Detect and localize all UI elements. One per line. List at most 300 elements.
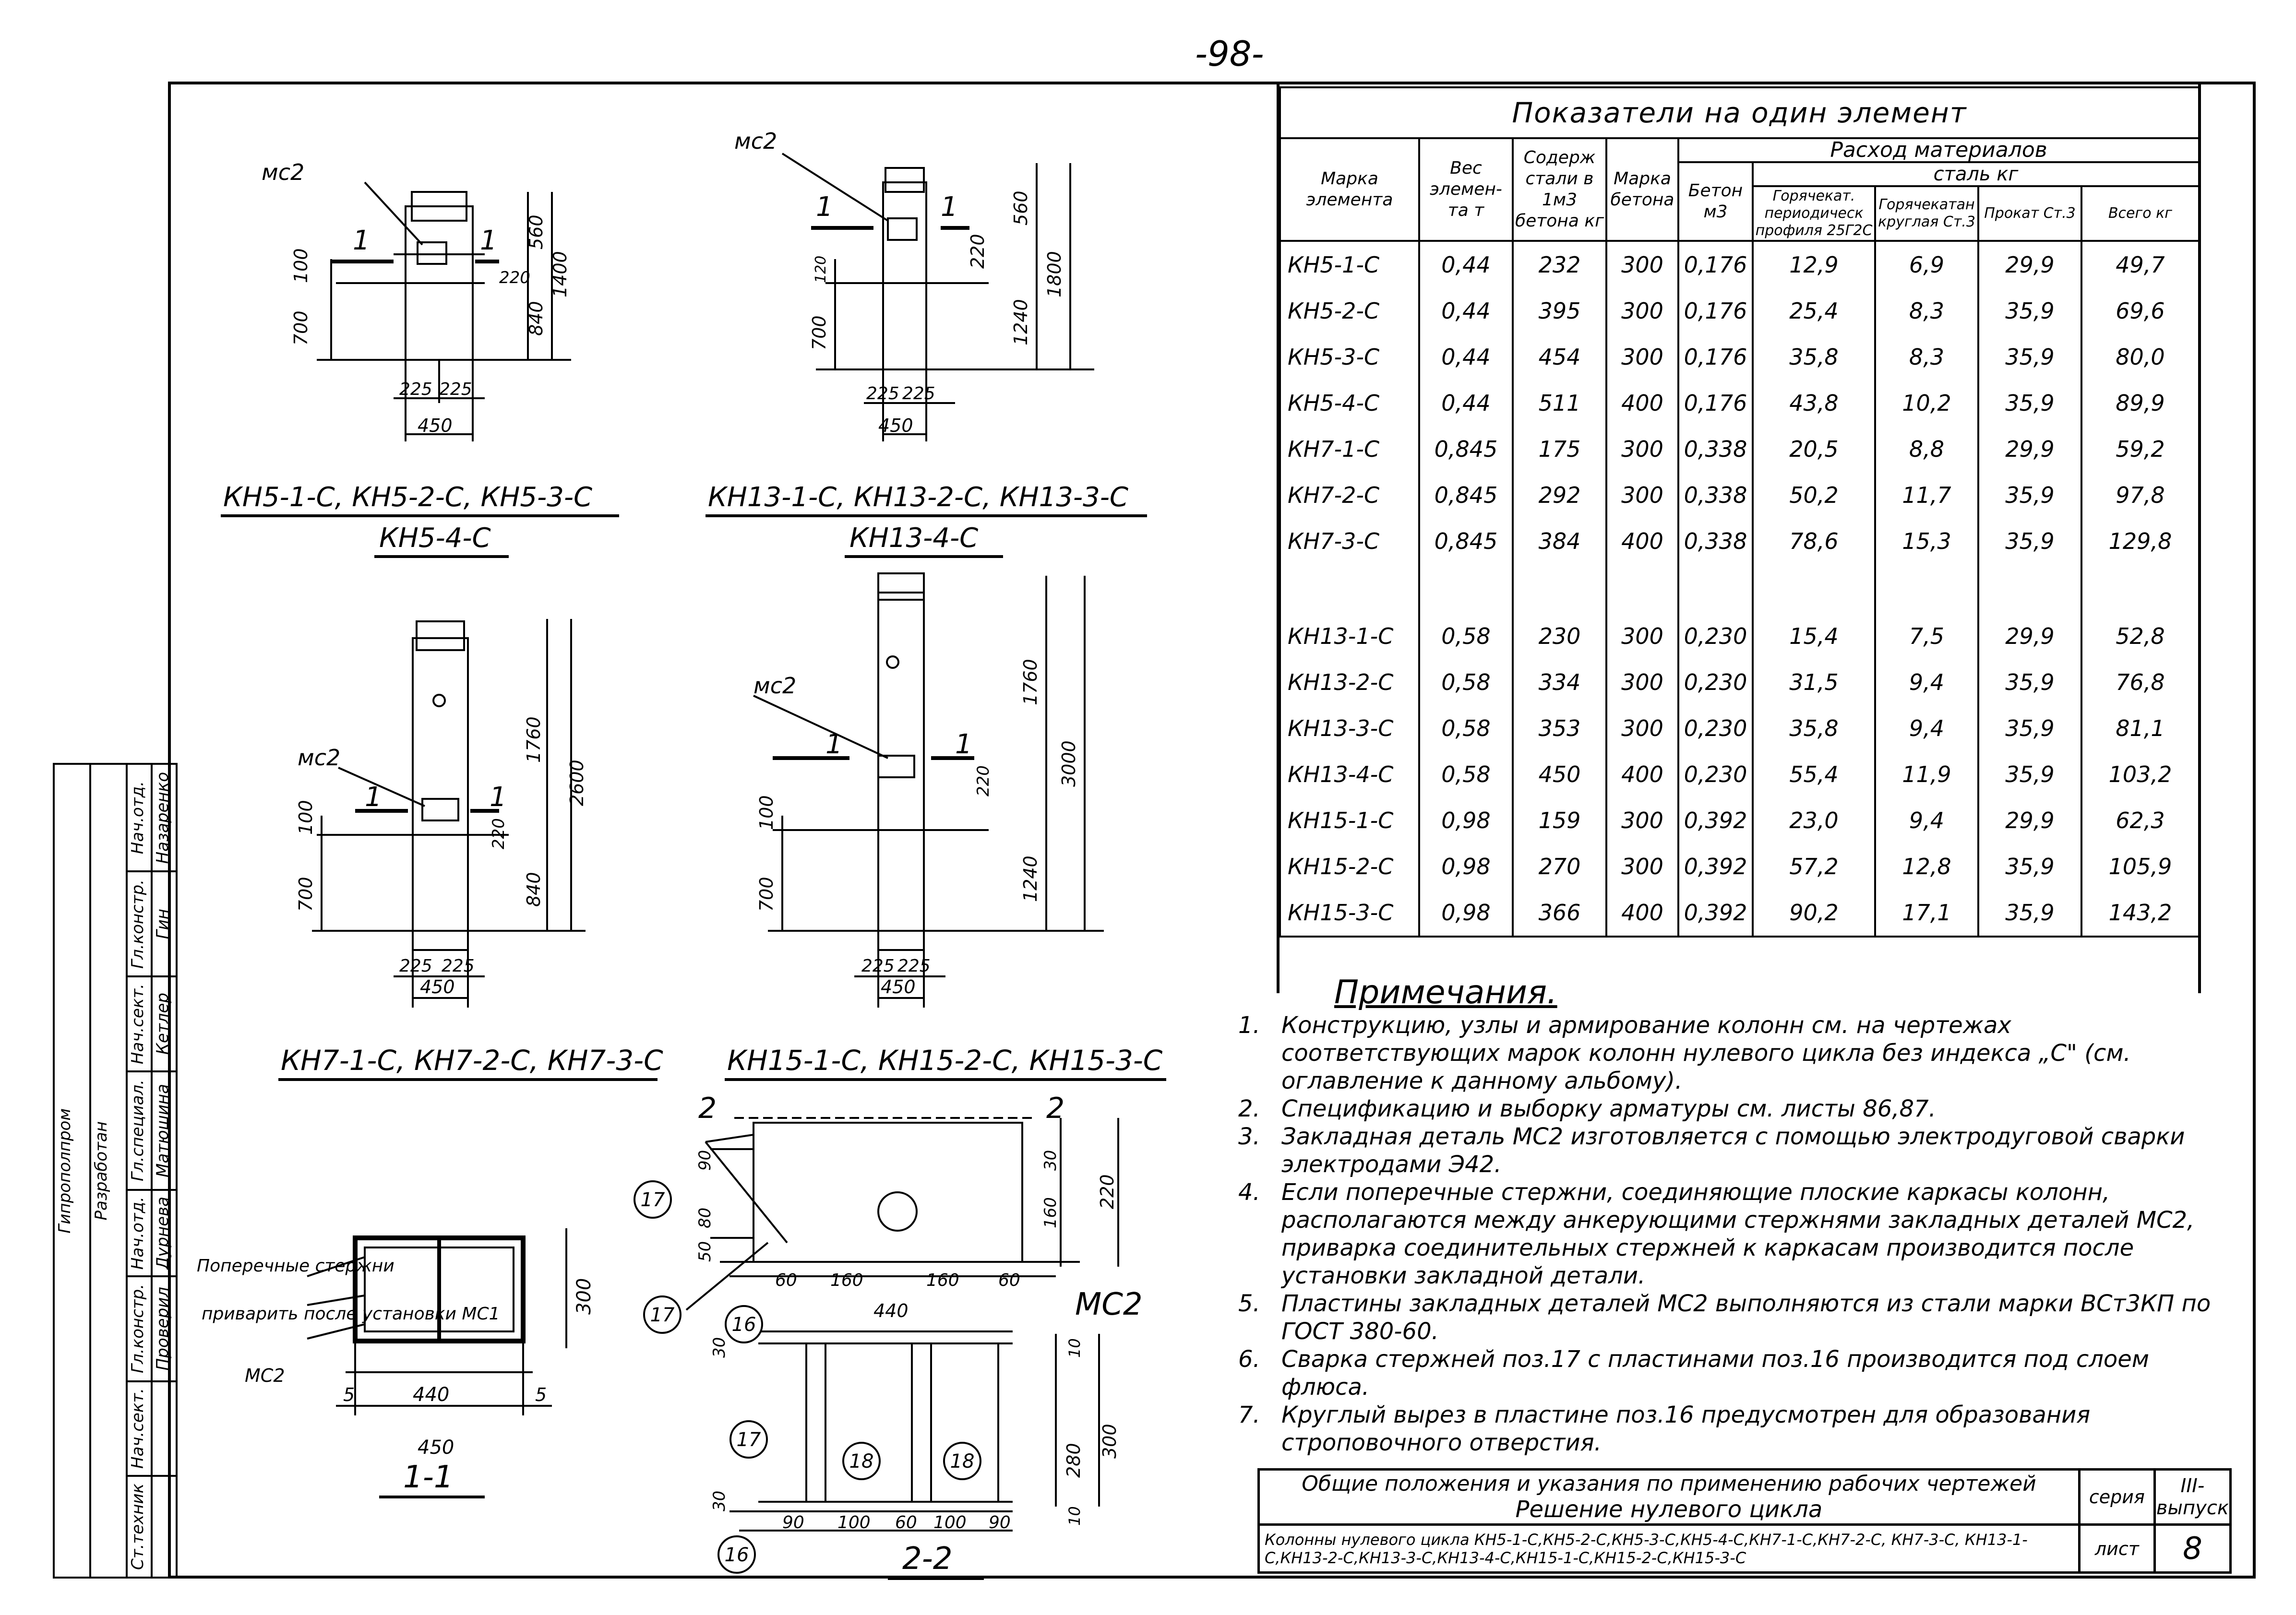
table-cell: 9,4 — [1875, 797, 1978, 843]
table-cell: 35,9 — [1978, 890, 2081, 937]
table-cell: КН7-2-С — [1280, 472, 1419, 518]
kn5-caption: КН5-1-С, КН5-2-С, КН5-3-С — [223, 482, 593, 513]
sec11-dim-440: 440 — [413, 1384, 450, 1406]
mc2-dim-60-right: 60 — [998, 1271, 1020, 1290]
table-cell: 9,4 — [1875, 659, 1978, 705]
table-cell: 454 — [1513, 334, 1606, 380]
pos-18-text-left: 18 — [849, 1450, 874, 1472]
kn15-section-mark: 1 — [825, 729, 843, 760]
table-title: Показатели на один элемент — [1280, 87, 2199, 138]
kn7-dim-220: 220 — [489, 818, 508, 849]
mc2-dim-440: 440 — [873, 1300, 909, 1321]
kn5-dim-220: 220 — [499, 268, 530, 287]
kn13-section-mark: 1 — [816, 191, 833, 223]
mc2-dim-s100-right: 100 — [933, 1513, 967, 1532]
table-cell: 35,9 — [1978, 334, 2081, 380]
mc2-dim-s90-left: 90 — [782, 1513, 804, 1532]
table-cell — [1606, 564, 1678, 613]
table-row — [1280, 334, 2199, 380]
sec11-caption: 1-1 — [403, 1460, 454, 1495]
table-cell: 50,2 — [1753, 472, 1875, 518]
mc2-dim-s100-left: 100 — [837, 1513, 871, 1532]
th-hot-round: Горячекатан круглая Ст.3 — [1875, 186, 1978, 241]
table-cell: 81,1 — [2081, 705, 2199, 751]
table-cell: 57,2 — [1753, 843, 1875, 890]
sec11-label-bars: Поперечные стержни — [197, 1256, 395, 1276]
table-body — [1280, 241, 2199, 937]
table-cell: 300 — [1606, 705, 1678, 751]
stamp-role-3 — [127, 976, 152, 1071]
table-cell: КН7-3-С — [1280, 518, 1419, 564]
table-cell: 395 — [1513, 288, 1606, 334]
table-cell: 35,9 — [1978, 472, 2081, 518]
stamp-role-2 — [127, 871, 152, 976]
table-cell: КН5-2-С — [1280, 288, 1419, 334]
table-cell: 105,9 — [2081, 843, 2199, 890]
table-cell: 366 — [1513, 890, 1606, 937]
table-cell: 0,176 — [1678, 241, 1753, 288]
note-item — [1238, 1290, 2236, 1345]
kn13-dim-560: 560 — [1010, 190, 1031, 226]
kn15-caption: КН15-1-С, КН15-2-С, КН15-3-С — [727, 1044, 1163, 1077]
note-text: Если поперечные стержни, соединяющие плоские каркасы колонн, располагаются между анкерующими стержнями закладных деталей МС2, приварка соединительных стержней к каркасам производится после установки закладной детали. — [1281, 1179, 2195, 1289]
th-weight: Вес элемен- та т — [1419, 138, 1513, 241]
table-cell: КН13-2-С — [1280, 659, 1419, 705]
note-text: Закладная деталь МС2 изготовляется с помощью электродуговой сварки электродами Э42. — [1281, 1123, 2185, 1178]
kn7-dim-700: 700 — [295, 877, 316, 912]
kn15-dim-1240: 1240 — [1020, 855, 1041, 902]
table-row — [1280, 843, 2199, 890]
table-cell — [1280, 564, 1419, 613]
table-cell: 292 — [1513, 472, 1606, 518]
table-cell — [1875, 564, 1978, 613]
table-cell: 0,845 — [1419, 426, 1513, 472]
table-cell: 0,98 — [1419, 843, 1513, 890]
table-cell: 0,58 — [1419, 705, 1513, 751]
table-cell: 29,9 — [1978, 797, 2081, 843]
table-cell: 52,8 — [2081, 613, 2199, 659]
table-row — [1280, 613, 2199, 659]
kn5-4-caption: КН5-4-С — [379, 522, 491, 554]
pos-17-text-mid: 17 — [650, 1304, 675, 1326]
table-cell: 0,230 — [1678, 751, 1753, 797]
kn7-dim-1760: 1760 — [523, 716, 544, 763]
table-cell: 12,8 — [1875, 843, 1978, 890]
table-cell: 0,44 — [1419, 241, 1513, 288]
mc2-dim-50: 50 — [695, 1241, 715, 1262]
note-number: 2. — [1238, 1095, 1260, 1122]
table-cell: 159 — [1513, 797, 1606, 843]
mc2-dim-b30-top: 30 — [710, 1337, 729, 1358]
table-cell: КН13-4-С — [1280, 751, 1419, 797]
table-row — [1280, 426, 2199, 472]
kn5-mc2-label: мс2 — [262, 159, 305, 185]
kn5-dim-225-left: 225 — [399, 380, 432, 399]
mc2-section-caption: 2-2 — [902, 1541, 953, 1577]
table-cell: 0,845 — [1419, 518, 1513, 564]
table-cell: 35,9 — [1978, 843, 2081, 890]
mc2-dim-160-left: 160 — [830, 1271, 863, 1290]
note-item — [1238, 1401, 2236, 1457]
table-cell: 69,6 — [2081, 288, 2199, 334]
table-cell: 0,230 — [1678, 613, 1753, 659]
th-mark: Марка элемента — [1280, 138, 1419, 241]
table-cell: 0,338 — [1678, 472, 1753, 518]
table-row — [1280, 705, 2199, 751]
table-cell: 78,6 — [1753, 518, 1875, 564]
series-label: серия — [2079, 1470, 2154, 1525]
mc2-dim-s90-right: 90 — [989, 1513, 1011, 1532]
series-value: III-выпуск — [2154, 1470, 2230, 1525]
kn13-mc2-label: мс2 — [734, 128, 777, 154]
mc2-cut-mark-left: 2 — [698, 1092, 717, 1125]
th-concrete: Бетон м3 — [1678, 162, 1753, 241]
table-cell: 270 — [1513, 843, 1606, 890]
stamp-name-1 — [152, 764, 177, 871]
th-total: Всего кг — [2081, 186, 2199, 241]
stamp-name-text-5: Дурнева — [153, 1197, 172, 1270]
mc2-plate-drawing — [686, 1118, 1118, 1579]
table-cell: 15,3 — [1875, 518, 1978, 564]
table-cell: 8,3 — [1875, 334, 1978, 380]
table-cell: 90,2 — [1753, 890, 1875, 937]
sec11-dim-5-left: 5 — [343, 1384, 355, 1405]
notes-title: Примечания. — [1334, 974, 1557, 1011]
mc2-cut-mark-right: 2 — [1046, 1092, 1065, 1125]
table-cell: 12,9 — [1753, 241, 1875, 288]
indicators-table — [1279, 86, 2198, 938]
stamp-role-4 — [127, 1071, 152, 1190]
table-cell — [1753, 564, 1875, 613]
table-cell: 25,4 — [1753, 288, 1875, 334]
note-text: Конструкцию, узлы и армирование колонн см. на чертежах соответствующих марок колонн нулевого цикла без индекса „С" (см. оглавление к данному альбому). — [1281, 1012, 2131, 1094]
note-item — [1238, 1123, 2236, 1178]
table-cell: 0,58 — [1419, 659, 1513, 705]
kn15-dim-450: 450 — [881, 976, 916, 998]
table-cell: 0,230 — [1678, 705, 1753, 751]
note-item — [1238, 1178, 2236, 1290]
table-cell: 0,44 — [1419, 380, 1513, 426]
table-cell: 35,9 — [1978, 751, 2081, 797]
kn15-dim-225-left: 225 — [861, 956, 895, 976]
kn7-dim-100: 100 — [295, 800, 316, 835]
kn13-4-caption: КН13-4-С — [849, 522, 979, 554]
kn5-dim-1400: 1400 — [550, 251, 571, 297]
title-solution-text: Решение нулевого цикла — [1515, 1496, 1823, 1523]
kn5-dim-700: 700 — [290, 310, 311, 345]
table-cell: КН15-2-С — [1280, 843, 1419, 890]
table-cell: 10,2 — [1875, 380, 1978, 426]
kn15-dim-225-right: 225 — [897, 956, 931, 976]
table-cell: 103,2 — [2081, 751, 2199, 797]
table-row — [1280, 751, 2199, 797]
sheet-value: 8 — [2154, 1525, 2230, 1573]
stamp-role-text-5: Нач.отд. — [128, 1197, 147, 1270]
pos-16-text-top: 16 — [731, 1314, 756, 1336]
table-cell: 0,98 — [1419, 890, 1513, 937]
table-cell: 300 — [1606, 241, 1678, 288]
stamp-role-text-6: Гл.констр. — [128, 1284, 147, 1374]
kn13-dim-220: 220 — [967, 234, 988, 269]
table-cell: КН5-3-С — [1280, 334, 1419, 380]
kn7-column-drawing — [278, 619, 658, 1080]
table-cell — [1678, 564, 1753, 613]
table-cell: КН13-3-С — [1280, 705, 1419, 751]
stamp-developed: Разработан — [92, 1121, 111, 1221]
page-number: -98- — [1195, 34, 1264, 74]
table-cell: 0,58 — [1419, 613, 1513, 659]
table-cell: 143,2 — [2081, 890, 2199, 937]
table-cell: 35,8 — [1753, 705, 1875, 751]
table-cell: 15,4 — [1753, 613, 1875, 659]
note-item — [1238, 1011, 2236, 1095]
table-cell: 300 — [1606, 426, 1678, 472]
note-item — [1238, 1345, 2236, 1401]
table-cell: 300 — [1606, 659, 1678, 705]
stamp-org-cell — [54, 764, 90, 1578]
table-cell: 35,8 — [1753, 334, 1875, 380]
th-steel: сталь кг — [1753, 162, 2199, 186]
table-cell: 20,5 — [1753, 426, 1875, 472]
note-number: 5. — [1238, 1290, 1260, 1317]
notes-block — [1238, 974, 2236, 1457]
kn7-caption: КН7-1-С, КН7-2-С, КН7-3-С — [281, 1044, 663, 1077]
title-block — [1257, 1468, 2232, 1574]
table-cell: 49,7 — [2081, 241, 2199, 288]
sheet-label: лист — [2079, 1525, 2154, 1573]
kn15-dim-100: 100 — [756, 795, 777, 830]
stamp-name-2 — [152, 871, 177, 976]
table-cell: 55,4 — [1753, 751, 1875, 797]
stamp-name-text-1: Назаренко — [153, 772, 172, 864]
stamp-role-5 — [127, 1190, 152, 1276]
table-cell: 384 — [1513, 518, 1606, 564]
sec11-dim-300: 300 — [573, 1278, 595, 1315]
table-cell: 59,2 — [2081, 426, 2199, 472]
table-cell: 31,5 — [1753, 659, 1875, 705]
mc2-dim-160-vert: 160 — [1041, 1197, 1060, 1228]
kn13-dim-225-right: 225 — [902, 384, 935, 404]
table-cell: 89,9 — [2081, 380, 2199, 426]
stamp-sign-7 — [152, 1381, 177, 1476]
table-cell: 0,44 — [1419, 288, 1513, 334]
stamp-developed-cell — [90, 764, 127, 1578]
table-cell: 8,8 — [1875, 426, 1978, 472]
kn7-dim-2600: 2600 — [566, 760, 587, 806]
table-cell: КН13-1-С — [1280, 613, 1419, 659]
stamp-role-text-2: Гл.констр. — [128, 879, 147, 969]
kn13-caption: КН13-1-С, КН13-2-С, КН13-3-С — [708, 482, 1129, 513]
kn5-section-mark: 1 — [353, 225, 370, 256]
stamp-role-text-3: Нач.сект. — [128, 983, 147, 1064]
mc2-dim-10-bottom: 10 — [1065, 1506, 1084, 1526]
table-row — [1280, 890, 2199, 937]
table-cell: 43,8 — [1753, 380, 1875, 426]
kn13-dim-120: 120 — [813, 255, 829, 283]
table-cell — [1978, 564, 2081, 613]
stamp-role-7 — [127, 1381, 152, 1476]
mc2-dim-90: 90 — [695, 1150, 715, 1171]
table-cell: 0,392 — [1678, 890, 1753, 937]
th-hot-periodic: Горячекат. периодическ профиля 25Г2С — [1753, 186, 1875, 241]
table-cell: 0,338 — [1678, 426, 1753, 472]
kn5-dim-225-right: 225 — [439, 380, 472, 399]
note-number: 3. — [1238, 1123, 1260, 1150]
kn5-section-mark-2: 1 — [480, 225, 497, 256]
pos-17-text-low: 17 — [736, 1429, 761, 1451]
note-text: Спецификацию и выборку арматуры см. листы 86,87. — [1281, 1095, 1936, 1122]
table-cell: 300 — [1606, 334, 1678, 380]
table-cell: 400 — [1606, 751, 1678, 797]
sec11-dim-450: 450 — [418, 1437, 454, 1459]
mc2-dim-b30-bottom: 30 — [710, 1490, 729, 1511]
kn15-section-mark-2: 1 — [955, 729, 972, 760]
table-row — [1280, 241, 2199, 288]
title-description: Колонны нулевого цикла КН5-1-С,КН5-2-С,КН5-3-С,КН5-4-С,КН7-1-С,КН7-2-С, КН7-3-С, КН13-1-С,КН13-2-С,КН13-3-С,КН13-4-С,КН15-1-С,КН15-2-С,КН15-3-С — [1259, 1525, 2080, 1573]
stamp-name-6 — [152, 1276, 177, 1381]
table-cell: 17,1 — [1875, 890, 1978, 937]
notes-list — [1238, 1011, 2236, 1457]
table-cell: 7,5 — [1875, 613, 1978, 659]
table-cell — [1513, 564, 1606, 613]
table-cell: 0,845 — [1419, 472, 1513, 518]
table-cell: 0,338 — [1678, 518, 1753, 564]
table-cell: 511 — [1513, 380, 1606, 426]
table-cell: 0,44 — [1419, 334, 1513, 380]
mc2-dim-30: 30 — [1041, 1150, 1060, 1171]
kn15-column-drawing — [725, 573, 1166, 1080]
mc2-dim-280: 280 — [1063, 1443, 1084, 1478]
kn5-dim-100: 100 — [290, 248, 311, 283]
table-cell: 76,8 — [2081, 659, 2199, 705]
table-cell: КН15-1-С — [1280, 797, 1419, 843]
note-number: 1. — [1238, 1012, 1260, 1039]
table-cell: 8,3 — [1875, 288, 1978, 334]
table-cell: 29,9 — [1978, 426, 2081, 472]
kn7-dim-840: 840 — [523, 872, 544, 907]
table-cell: 400 — [1606, 380, 1678, 426]
table-cell: 300 — [1606, 843, 1678, 890]
kn5-dim-450: 450 — [418, 415, 453, 436]
stamp-name-text-4: Матюшина — [153, 1083, 172, 1177]
kn15-dim-220: 220 — [974, 765, 993, 796]
table-cell: 175 — [1513, 426, 1606, 472]
table-row — [1280, 472, 2199, 518]
stamp-sign-8 — [152, 1476, 177, 1578]
note-number: 7. — [1238, 1401, 1260, 1428]
kn15-mc2-label: мс2 — [753, 673, 797, 699]
kn7-section-mark-2: 1 — [490, 782, 507, 813]
table-cell — [2081, 564, 2199, 613]
table-cell: 0,176 — [1678, 288, 1753, 334]
mc2-title: МС2 — [1075, 1287, 1143, 1322]
stamp-name-3 — [152, 976, 177, 1071]
kn15-dim-700: 700 — [756, 877, 777, 912]
stamp-org: Гипрополпром — [55, 1108, 74, 1234]
kn7-dim-450: 450 — [420, 976, 455, 998]
sec11-dim-5-right: 5 — [535, 1384, 547, 1405]
stamp-role-text-1: Нач.отд. — [128, 781, 147, 855]
mc2-dim-220: 220 — [1097, 1174, 1118, 1209]
mc2-dim-160-right: 160 — [926, 1271, 959, 1290]
table-cell: 129,8 — [2081, 518, 2199, 564]
table-cell: 11,7 — [1875, 472, 1978, 518]
kn15-dim-3000: 3000 — [1058, 740, 1079, 787]
stamp-role-1 — [127, 764, 152, 871]
kn13-dim-1240: 1240 — [1010, 299, 1031, 345]
kn7-dim-225-right: 225 — [442, 956, 475, 976]
mc2-dim-s60: 60 — [895, 1513, 917, 1532]
pos-16-text-bottom: 16 — [724, 1544, 749, 1566]
title-general-text: Общие положения и указания по применению рабочих чертежей — [1302, 1471, 2036, 1496]
kn13-dim-225-left: 225 — [866, 384, 899, 404]
th-rolled: Прокат Ст.3 — [1978, 186, 2081, 241]
th-steel-content: Содерж стали в 1м3 бетона кг — [1513, 138, 1606, 241]
table-row — [1280, 659, 2199, 705]
table-cell: 35,9 — [1978, 380, 2081, 426]
table-cell: 80,0 — [2081, 334, 2199, 380]
table-row — [1280, 797, 2199, 843]
table-cell: 35,9 — [1978, 659, 2081, 705]
table-cell: 0,98 — [1419, 797, 1513, 843]
table-cell: КН7-1-С — [1280, 426, 1419, 472]
table-cell: 29,9 — [1978, 613, 2081, 659]
title-general — [1259, 1470, 2080, 1525]
stamp-role-6 — [127, 1276, 152, 1381]
note-number: 4. — [1238, 1179, 1260, 1206]
table-cell: 334 — [1513, 659, 1606, 705]
mc2-dim-10-top: 10 — [1065, 1338, 1084, 1358]
table-cell — [1419, 564, 1513, 613]
table-cell: 0,392 — [1678, 797, 1753, 843]
table-row — [1280, 564, 2199, 613]
pos-17-text-top: 17 — [640, 1189, 665, 1211]
th-concrete-grade: Марка бетона — [1606, 138, 1678, 241]
kn7-mc2-label: мс2 — [298, 745, 341, 771]
table-cell: КН5-4-С — [1280, 380, 1419, 426]
note-text: Круглый вырез в пластине поз.16 предусмотрен для образования строповочного отверстия. — [1281, 1401, 2091, 1456]
kn13-dim-450: 450 — [878, 415, 913, 436]
table-cell: 11,9 — [1875, 751, 1978, 797]
table-cell: 35,9 — [1978, 518, 2081, 564]
table-cell: 400 — [1606, 518, 1678, 564]
th-materials: Расход материалов — [1678, 138, 2199, 162]
kn5-dim-560: 560 — [526, 214, 547, 249]
table-cell: 0,392 — [1678, 843, 1753, 890]
note-item — [1238, 1095, 2236, 1123]
mc2-dim-60-left: 60 — [775, 1271, 797, 1290]
table-cell: 35,9 — [1978, 705, 2081, 751]
table-cell: 0,230 — [1678, 659, 1753, 705]
stamp-role-8 — [127, 1476, 152, 1578]
stamp-name-4 — [152, 1071, 177, 1190]
table-cell: 400 — [1606, 890, 1678, 937]
table-cell: 9,4 — [1875, 705, 1978, 751]
stamp-role-text-8: Ст.техник — [128, 1484, 147, 1570]
stamp-name-text-3: Кетлер — [153, 993, 172, 1055]
kn7-section-mark: 1 — [365, 782, 382, 813]
stamp-name-5 — [152, 1190, 177, 1276]
note-number: 6. — [1238, 1346, 1260, 1373]
table-cell: 300 — [1606, 613, 1678, 659]
table-cell: КН15-3-С — [1280, 890, 1419, 937]
table-cell: КН5-1-С — [1280, 241, 1419, 288]
table-cell: 450 — [1513, 751, 1606, 797]
kn13-dim-700: 700 — [809, 315, 830, 350]
stamp-name-text-2: Гин — [153, 908, 172, 939]
table-row — [1280, 518, 2199, 564]
table-cell: 353 — [1513, 705, 1606, 751]
